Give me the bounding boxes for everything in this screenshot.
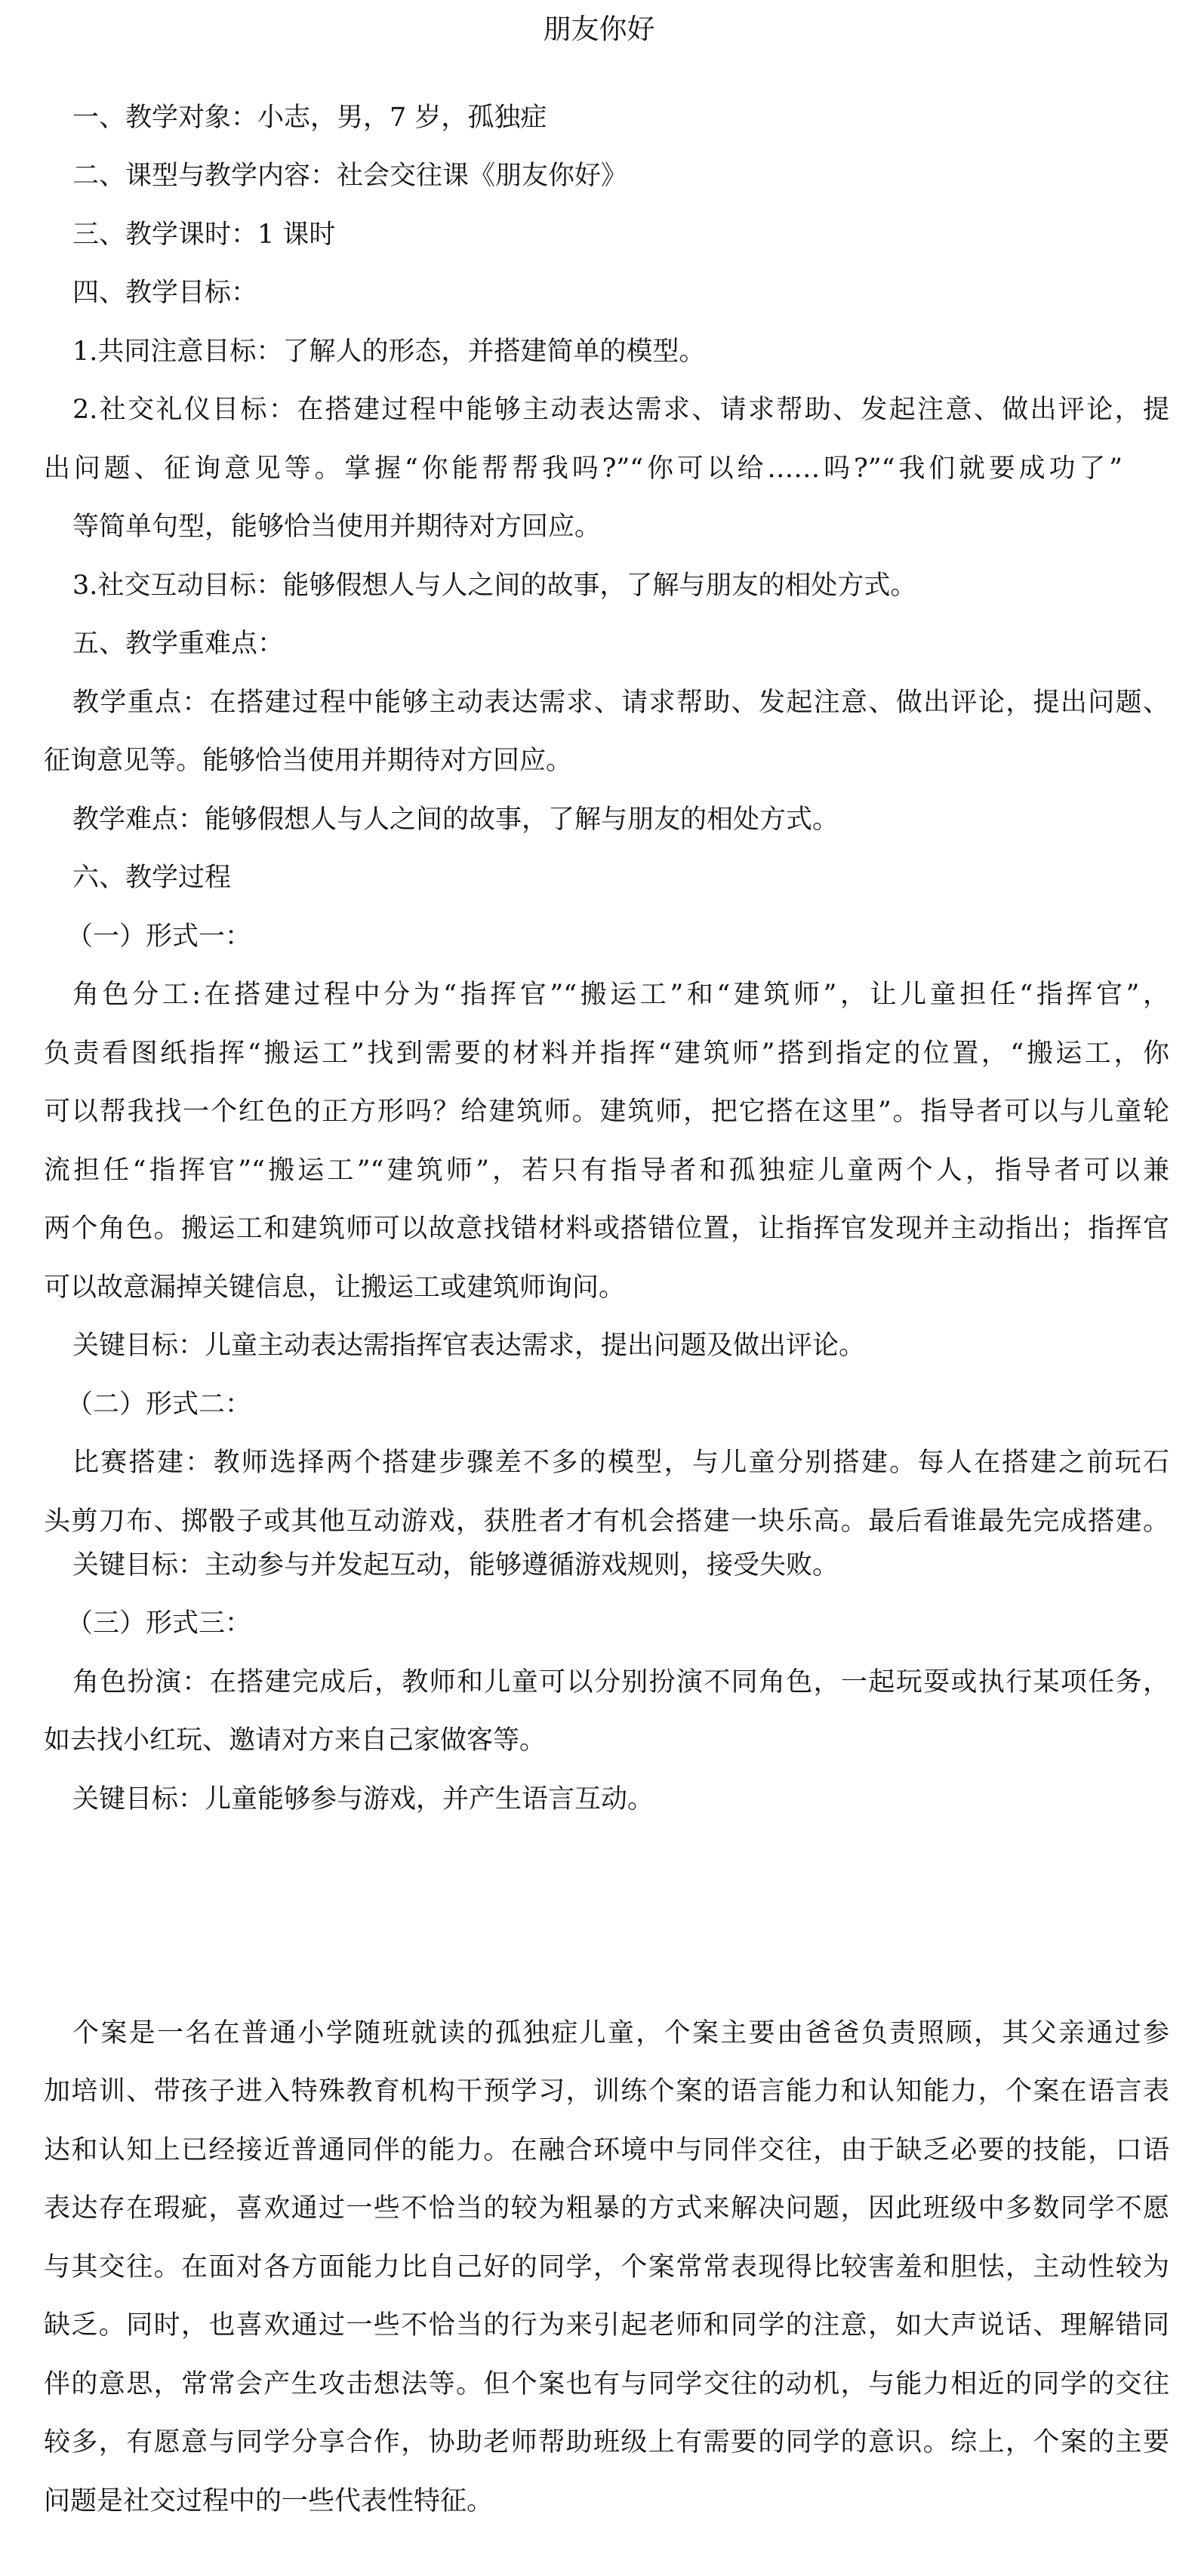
text-line: 伴的意思，常常会产生攻击想法等。但个案也有与同学交往的动机，与能力相近的同学的交往	[44, 2369, 1169, 2399]
text-line: 四、教学目标：	[72, 278, 258, 308]
text-line: 教学难点：能够假想人与人之间的故事，了解与朋友的相处方式。	[72, 805, 839, 835]
text-line: 可以故意漏掉关键信息，让搬运工或建筑师询问。	[44, 1273, 626, 1303]
text-line: 一、教学对象：小志，男，7 岁，孤独症	[72, 103, 547, 133]
text-line: 关键目标：主动参与并发起互动，能够遵循游戏规则，接受失败。	[72, 1550, 839, 1580]
text-line: 流担任“指挥官”“搬运工”“建筑师”，若只有指导者和孤独症儿童两个人，指导者可以兼	[44, 1156, 1169, 1186]
text-line: 征询意见等。能够恰当使用并期待对方回应。	[44, 746, 573, 776]
text-line: 关键目标：儿童主动表达需指挥官表达需求，提出问题及做出评论。	[72, 1331, 866, 1361]
text-line: 3.社交互动目标：能够假想人与人之间的故事，了解与朋友的相处方式。	[72, 571, 917, 601]
text-line: 达和认知上已经接近普通同伴的能力。在融合环境中与同伴交往，由于缺乏必要的技能，口语	[44, 2135, 1169, 2165]
text-line: 关键目标：儿童能够参与游戏，并产生语言互动。	[72, 1784, 654, 1814]
text-line: 六、教学过程	[72, 863, 232, 893]
text-line: 与其交往。在面对各方面能力比自己好的同学，个案常常表现得比较害羞和胆怯，主动性较为	[44, 2252, 1169, 2282]
text-line: （三）形式三：	[66, 1608, 252, 1639]
text-line: 教学重点：在搭建过程中能够主动表达需求、请求帮助、发起注意、做出评论，提出问题、	[72, 688, 1169, 718]
text-line: 五、教学重难点：	[72, 629, 285, 659]
text-line: 个案是一名在普通小学随班就读的孤独症儿童，个案主要由爸爸负责照顾，其父亲通过参	[72, 2018, 1169, 2048]
text-line: 表达存在瑕疵，喜欢通过一些不恰当的较为粗暴的方式来解决问题，因此班级中多数同学不愿	[44, 2193, 1169, 2224]
text-line: 二、课型与教学内容：社会交往课《朋友你好》	[72, 161, 628, 191]
text-line: 角色分工:在搭建过程中分为“指挥官”“搬运工”和“建筑师”，让儿童担任“指挥官”，	[72, 980, 1169, 1010]
text-line: 如去找小红玩、邀请对方来自己家做客等。	[44, 1725, 547, 1756]
text-line: 加培训、带孩子进入特殊教育机构干预学习，训练个案的语言能力和认知能力，个案在语言表	[44, 2076, 1169, 2107]
text-line: 等简单句型，能够恰当使用并期待对方回应。	[72, 512, 602, 542]
text-line: 问题是社交过程中的一些代表性特征。	[44, 2486, 494, 2516]
text-line: 三、教学课时：1 课时	[72, 220, 336, 250]
text-line: 头剪刀布、掷骰子或其他互动游戏，获胜者才有机会搭建一块乐高。最后看谁最先完成搭建。	[44, 1507, 1169, 1537]
text-line: 较多，有愿意与同学分享合作，协助老师帮助班级上有需要的同学的意识。综上，个案的主要	[44, 2427, 1169, 2458]
text-line: 角色扮演：在搭建完成后，教师和儿童可以分别扮演不同角色，一起玩耍或执行某项任务，	[72, 1667, 1169, 1697]
text-line: （一）形式一：	[66, 922, 252, 952]
text-line: 2.社交礼仪目标：在搭建过程中能够主动表达需求、请求帮助、发起注意、做出评论，提	[72, 395, 1169, 425]
text-line: 1.共同注意目标：了解人的形态，并搭建简单的模型。	[72, 337, 706, 367]
text-line: 缺乏。同时，也喜欢通过一些不恰当的行为来引起老师和同学的注意，如大声说话、理解错同	[44, 2310, 1169, 2341]
text-line: （二）形式二：	[66, 1390, 252, 1420]
page-title: 朋友你好	[543, 13, 655, 45]
text-line: 出问题、征询意见等。掌握“你能帮帮我吗?”“你可以给……吗?”“我们就要成功了”	[44, 454, 1123, 484]
text-line: 可以帮我找一个红色的正方形吗？给建筑师。建筑师，把它搭在这里”。指导者可以与儿童轮	[44, 1097, 1169, 1127]
text-line: 比赛搭建：教师选择两个搭建步骤差不多的模型，与儿童分别搭建。每人在搭建之前玩石	[72, 1448, 1169, 1478]
text-line: 负责看图纸指挥“搬运工”找到需要的材料并指挥“建筑师”搭到指定的位置，“搬运工，你	[44, 1039, 1169, 1069]
text-line: 两个角色。搬运工和建筑师可以故意找错材料或搭错位置，让指挥官发现并主动指出；指挥官	[44, 1214, 1169, 1244]
